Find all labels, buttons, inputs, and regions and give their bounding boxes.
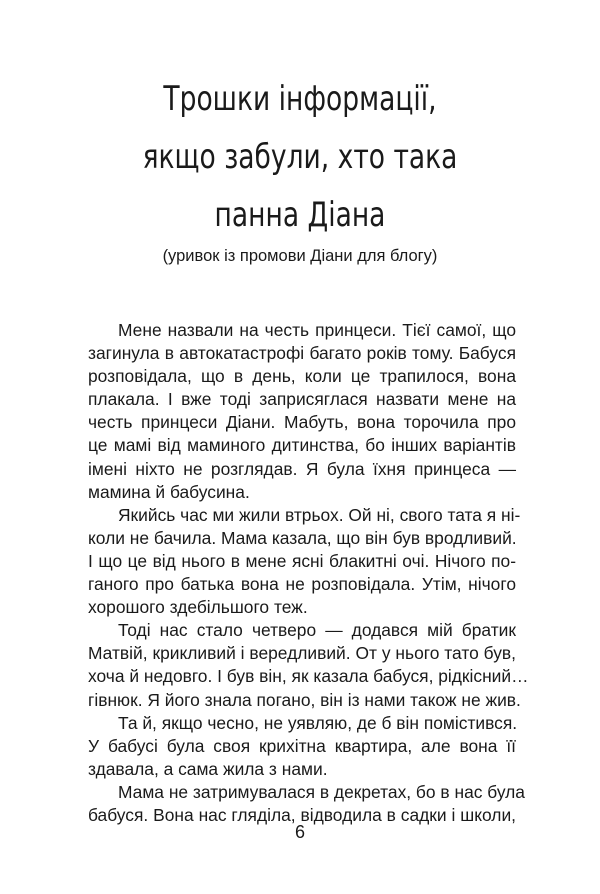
body-line: розповідала, що в день, коли це трапилося, вона: [88, 366, 516, 387]
body-line: У бабусі була своя крихітна квартира, але вона її: [88, 735, 516, 756]
body-line: плакала. І вже тоді заприсяглася назвати мене на: [88, 389, 516, 410]
body-line: Мама не затримувалася в декретах, бо в нас була: [118, 781, 525, 802]
body-line: бабуся. Вона нас гляділа, відводила в садки і школи,: [88, 804, 516, 825]
chapter-title-line: якщо забули, хто така: [142, 137, 458, 177]
body-line: загинула в автокатастрофі багато років тому. Бабуся: [88, 343, 516, 364]
page-number: 6: [294, 822, 305, 842]
body-line: Матвій, крикливий і вередливий. От у нього тато був,: [88, 643, 516, 664]
body-line: І що це від нього в мене ясні блакитні очі. Нічого по-: [88, 550, 516, 571]
body-line: ганого про батька вона не розповідала. Утім, нічого: [88, 574, 516, 595]
body-text: [88, 319, 529, 827]
chapter-title: [128, 70, 471, 244]
body-line: Та й, якщо чесно, не уявляю, де б він помістився.: [118, 712, 518, 733]
chapter-title-line: Трошки інформації,: [163, 79, 437, 119]
body-line: здавала, а сама жила з нами.: [88, 758, 328, 779]
body-line: імені ніхто не розглядав. Я була їхня принцеса —: [88, 458, 516, 479]
body-line: Тоді нас стало четверо — додався мій братик: [118, 620, 516, 641]
body-line: хоча й недовго. І був він, як казала бабуся, рідкісний…: [88, 666, 529, 687]
body-line: гівнюк. Я його знала погано, він із нами також не жив.: [88, 689, 521, 710]
body-line: це мамі від маминого дитинства, бо інших варіантів: [88, 435, 516, 456]
body-line: хорошого здебільшого теж.: [88, 597, 308, 618]
chapter-title-line: панна Діана: [214, 195, 386, 235]
body-line: Якийсь час ми жили втрьох. Ой ні, свого тата я ні-: [118, 504, 521, 525]
body-line: честь принцеси Діани. Мабуть, вона торочила про: [88, 412, 516, 433]
chapter-subtitle: (уривок із промови Діани для блогу): [162, 247, 438, 265]
body-line: Мене назвали на честь принцеси. Тієї самої, що: [118, 320, 516, 340]
body-line: коли не бачила. Мама казала, що він був вродливий.: [88, 527, 517, 548]
body-line: мамина й бабусина.: [88, 481, 250, 502]
